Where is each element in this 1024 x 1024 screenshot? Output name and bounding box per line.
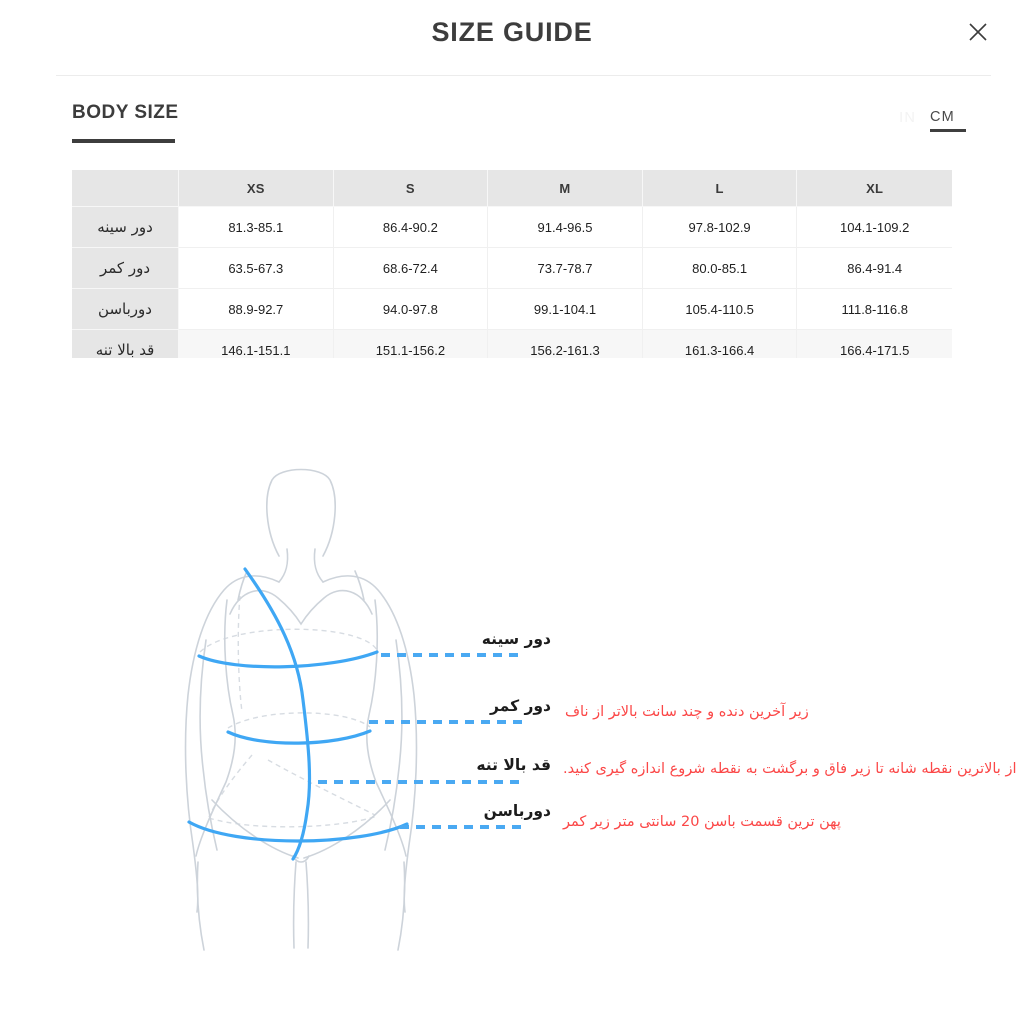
row-label-hip: دورباسن bbox=[72, 289, 179, 330]
figure-outline bbox=[186, 470, 417, 951]
unit-cm-underline bbox=[930, 129, 966, 132]
close-button[interactable] bbox=[966, 20, 990, 44]
diagram-note-waist: زیر آخرین دنده و چند سانت بالاتر از ناف bbox=[565, 704, 809, 720]
chest-s: 86.4-90.2 bbox=[334, 207, 489, 248]
construction-dashed-lines bbox=[200, 596, 377, 827]
hip-l: 105.4-110.5 bbox=[643, 289, 798, 330]
chest-xs: 81.3-85.1 bbox=[179, 207, 334, 248]
waist-s: 68.6-72.4 bbox=[334, 248, 489, 289]
table-corner-cell bbox=[72, 170, 179, 207]
hip-measure-line bbox=[189, 822, 407, 841]
col-header-xs: XS bbox=[179, 170, 334, 207]
page-title: SIZE GUIDE bbox=[431, 17, 593, 47]
body-measurement-illustration bbox=[150, 440, 560, 1000]
diagram-label-waist: دور کمر bbox=[490, 697, 551, 715]
diagram-note-torso-length: از بالاترین نقطه شانه تا زیر فاق و برگشت به نقطه شروع اندازه گیری کنید. bbox=[563, 761, 1017, 777]
row-label-chest: دور سینه bbox=[72, 207, 179, 248]
row-label-torso-length: قد بالا تنه bbox=[72, 330, 179, 358]
chest-xl: 104.1-109.2 bbox=[797, 207, 952, 248]
close-icon bbox=[966, 20, 990, 44]
col-header-m: M bbox=[488, 170, 643, 207]
waist-xl: 86.4-91.4 bbox=[797, 248, 952, 289]
header-divider bbox=[56, 75, 991, 76]
torso-l: 161.3-166.4 bbox=[643, 330, 798, 358]
diagram-note-hip: پهن ترین قسمت باسن 20 سانتی متر زیر کمر bbox=[563, 814, 841, 830]
section-title-underline bbox=[72, 139, 175, 143]
table-row-torso-length bbox=[72, 330, 952, 358]
hip-xs: 88.9-92.7 bbox=[179, 289, 334, 330]
waist-l: 80.0-85.1 bbox=[643, 248, 798, 289]
col-header-xl: XL bbox=[797, 170, 952, 207]
table-row-waist bbox=[72, 248, 952, 289]
waist-measure-line bbox=[228, 731, 370, 743]
modal-header bbox=[0, 0, 1024, 76]
col-header-s: S bbox=[334, 170, 489, 207]
torso-xl: 166.4-171.5 bbox=[797, 330, 952, 358]
hip-xl: 111.8-116.8 bbox=[797, 289, 952, 330]
col-header-l: L bbox=[643, 170, 798, 207]
table-header-row bbox=[72, 170, 952, 207]
section-title: BODY SIZE bbox=[72, 102, 179, 123]
body-size-table bbox=[72, 170, 952, 358]
waist-m: 73.7-78.7 bbox=[488, 248, 643, 289]
torso-s: 151.1-156.2 bbox=[334, 330, 489, 358]
unit-cm-label: CM bbox=[930, 109, 955, 125]
unit-inches-toggle[interactable]: IN bbox=[899, 110, 916, 126]
torso-xs: 146.1-151.1 bbox=[179, 330, 334, 358]
diagram-label-hip: دورباسن bbox=[483, 802, 551, 820]
chest-m: 91.4-96.5 bbox=[488, 207, 643, 248]
waist-xs: 63.5-67.3 bbox=[179, 248, 334, 289]
unit-toggle bbox=[899, 109, 966, 132]
chest-l: 97.8-102.9 bbox=[643, 207, 798, 248]
torso-m: 156.2-161.3 bbox=[488, 330, 643, 358]
table-row-chest bbox=[72, 207, 952, 248]
hip-s: 94.0-97.8 bbox=[334, 289, 489, 330]
diagram-label-chest: دور سینه bbox=[481, 630, 551, 648]
table-row-hip bbox=[72, 289, 952, 330]
row-label-waist: دور کمر bbox=[72, 248, 179, 289]
unit-cm-toggle[interactable] bbox=[930, 109, 966, 132]
diagram-label-torso-length: قد بالا تنه bbox=[476, 756, 551, 774]
hip-m: 99.1-104.1 bbox=[488, 289, 643, 330]
torso-length-measure-line bbox=[245, 569, 310, 859]
